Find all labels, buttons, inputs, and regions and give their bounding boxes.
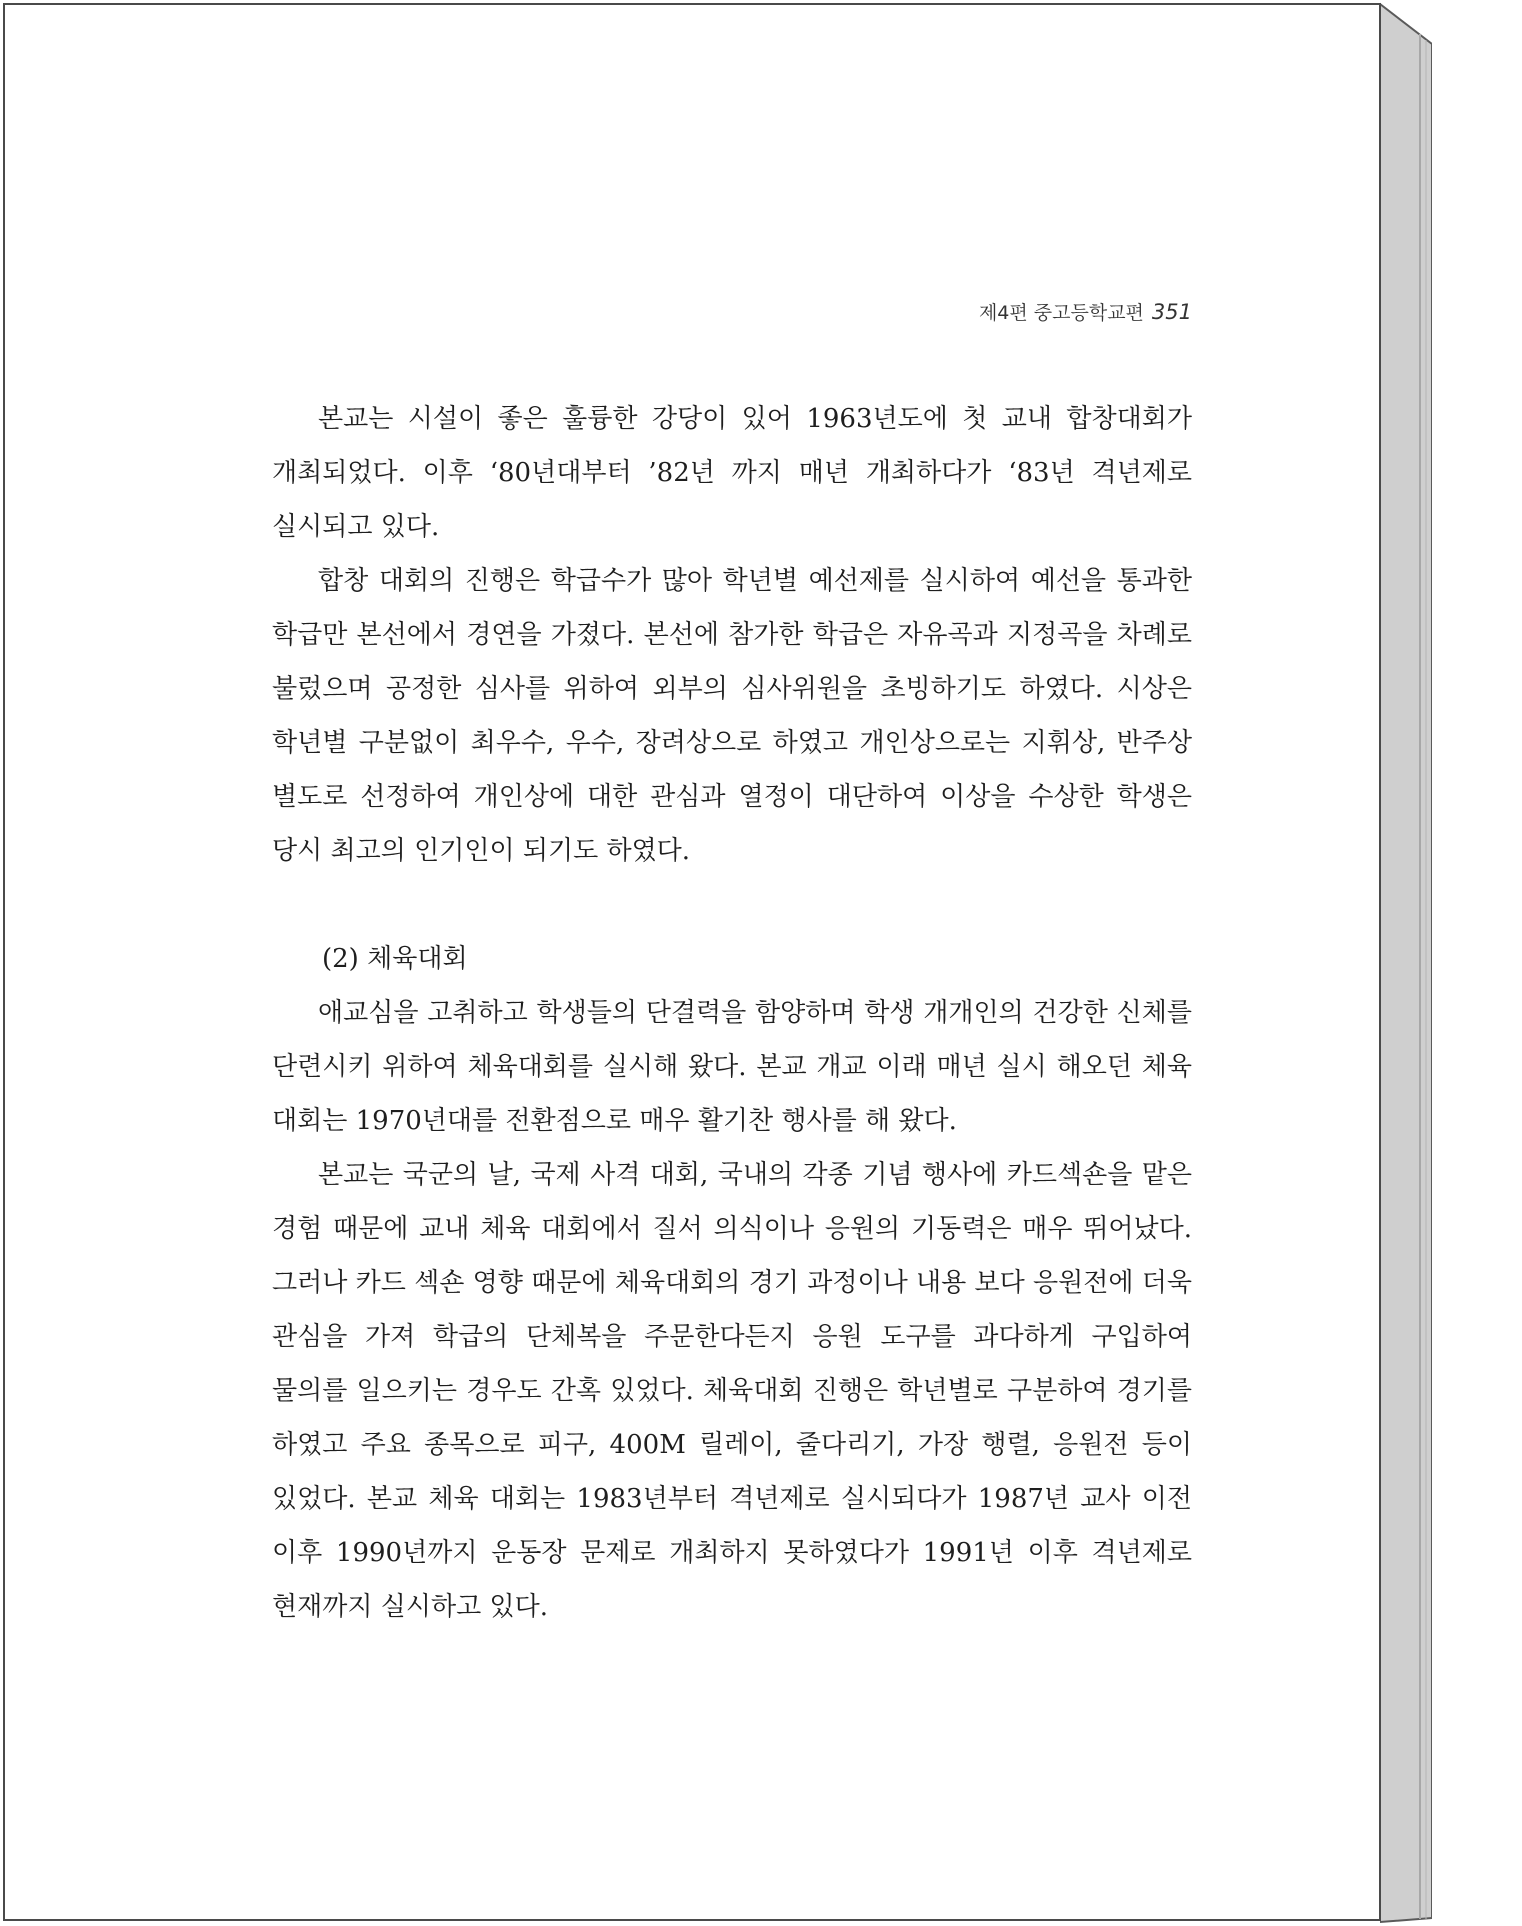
paragraph-sports-2: 본교는 국군의 날, 국제 사격 대회, 국내의 각종 기념 행사에 카드섹숀을 맡은 경험 때문에 교내 체육 대회에서 질서 의식이나 응원의 기동력은 매우 뛰어났다. 그러나 카드 섹숀 영향 때문에 체육대회의 경기 과정이나 내용 보다 응원전에 더욱 관심을 가져 학급의 단체복을 주문한다든지 응원 도구를 과다하게 구입하여 물의를 일으키는 경우도 간혹 있었다. 체육대회 진행은 학년별로 구분하여 경기를 하였고 주요 종목으로 피구, 400M 릴레이, 줄다리기, 가장 행렬, 응원전 등이 있었다. 본교 체육 대회는 1983년부터 격년제로 실시되다가 1987년 교사 이전 이후 1990년까지 운동장 문제로 개최하지 못하였다가 1991년 이후 격년제로 현재까지 실시하고 있다. bbox=[272, 1160, 1192, 1622]
paragraph-choir-1: 본교는 시설이 좋은 훌륭한 강당이 있어 1963년도에 첫 교내 합창대회가 개최되었다. 이후 ‘80년대부터 ’82년 까지 매년 개최하다가 ‘83년 격년제로 실시되고 있다. bbox=[272, 404, 1192, 542]
section-heading-sports-day: (2) 체육대회 bbox=[322, 944, 468, 974]
paragraph-choir-2: 합창 대회의 진행은 학급수가 많아 학년별 예선제를 실시하여 예선을 통과한 학급만 본선에서 경연을 가졌다. 본선에 참가한 학급은 자유곡과 지정곡을 차례로 불렀으며 공정한 심사를 위하여 외부의 심사위원을 초빙하기도 하였다. 시상은 학년별 구분없이 최우수, 우수, 장려상으로 하였고 개인상으로는 지휘상, 반주상 별도로 선정하여 개인상에 대한 관심과 열정이 대단하여 이상을 수상한 학생은 당시 최고의 인기인이 되기도 하였다. bbox=[272, 566, 1192, 866]
running-header bbox=[272, 298, 1192, 325]
page-number: 351 bbox=[1151, 300, 1192, 324]
paragraph-sports-1: 애교심을 고취하고 학생들의 단결력을 함양하며 학생 개개인의 건강한 신체를 단련시키 위하여 체육대회를 실시해 왔다. 본교 개교 이래 매년 실시 해오던 체육 대회는 1970년대를 전환점으로 매우 활기찬 행사를 해 왔다. bbox=[272, 998, 1192, 1136]
page-edge-stack bbox=[1380, 0, 1432, 1926]
body-text bbox=[272, 392, 1192, 1634]
header-title: 제4편 중고등학교편 bbox=[978, 302, 1144, 324]
